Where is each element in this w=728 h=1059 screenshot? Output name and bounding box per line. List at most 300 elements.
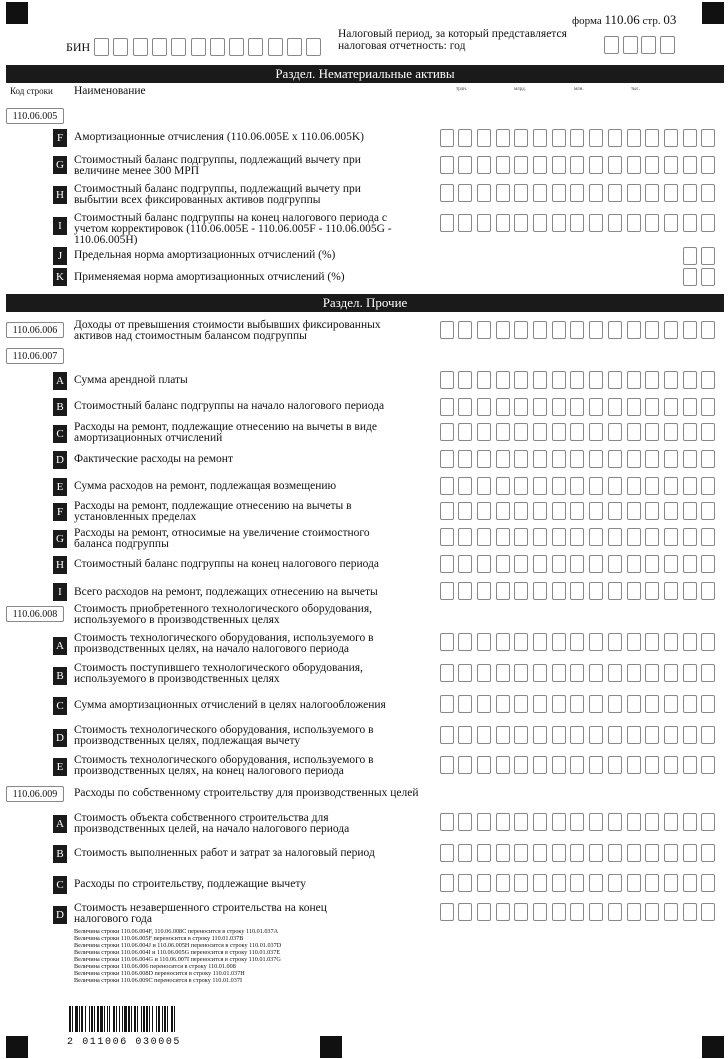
digit-cell[interactable] [664,371,678,389]
digit-cell[interactable] [306,38,321,56]
digit-cell[interactable] [496,726,510,744]
digit-cell[interactable] [440,844,454,862]
digit-cell[interactable] [623,36,638,54]
digit-cell[interactable] [570,555,584,573]
digit-cell[interactable] [552,528,566,546]
amount-field[interactable] [440,371,721,391]
digit-cell[interactable] [458,756,472,774]
digit-cell[interactable] [496,664,510,682]
digit-cell[interactable] [608,528,622,546]
digit-cell[interactable] [113,38,128,56]
digit-cell[interactable] [477,156,491,174]
digit-cell[interactable] [570,874,584,892]
digit-cell[interactable] [552,321,566,339]
digit-cell[interactable] [627,695,641,713]
digit-cell[interactable] [440,582,454,600]
digit-cell[interactable] [552,156,566,174]
digit-cell[interactable] [94,38,109,56]
digit-cell[interactable] [645,528,659,546]
digit-cell[interactable] [552,184,566,202]
digit-cell[interactable] [514,874,528,892]
digit-cell[interactable] [683,582,697,600]
digit-cell[interactable] [440,726,454,744]
digit-cell[interactable] [248,38,263,56]
digit-cell[interactable] [458,477,472,495]
digit-cell[interactable] [683,268,697,286]
digit-cell[interactable] [627,398,641,416]
digit-cell[interactable] [210,38,225,56]
digit-cell[interactable] [477,321,491,339]
amount-field[interactable] [440,321,721,341]
digit-cell[interactable] [514,756,528,774]
digit-cell[interactable] [570,813,584,831]
digit-cell[interactable] [701,129,715,147]
digit-cell[interactable] [664,502,678,520]
digit-cell[interactable] [496,450,510,468]
digit-cell[interactable] [664,726,678,744]
amount-field[interactable] [440,874,721,894]
digit-cell[interactable] [589,129,603,147]
digit-cell[interactable] [683,423,697,441]
digit-cell[interactable] [514,844,528,862]
digit-cell[interactable] [683,555,697,573]
digit-cell[interactable] [477,695,491,713]
digit-cell[interactable] [477,756,491,774]
digit-cell[interactable] [683,664,697,682]
digit-cell[interactable] [627,184,641,202]
digit-cell[interactable] [440,695,454,713]
digit-cell[interactable] [477,214,491,232]
digit-cell[interactable] [627,726,641,744]
digit-cell[interactable] [683,874,697,892]
digit-cell[interactable] [627,903,641,921]
amount-field[interactable] [440,398,721,418]
digit-cell[interactable] [514,184,528,202]
digit-cell[interactable] [608,184,622,202]
digit-cell[interactable] [589,756,603,774]
digit-cell[interactable] [701,156,715,174]
digit-cell[interactable] [496,156,510,174]
digit-cell[interactable] [287,38,302,56]
digit-cell[interactable] [645,582,659,600]
digit-cell[interactable] [570,184,584,202]
digit-cell[interactable] [514,398,528,416]
digit-cell[interactable] [458,184,472,202]
digit-cell[interactable] [458,502,472,520]
digit-cell[interactable] [701,844,715,862]
digit-cell[interactable] [608,214,622,232]
digit-cell[interactable] [552,214,566,232]
digit-cell[interactable] [458,633,472,651]
digit-cell[interactable] [608,664,622,682]
digit-cell[interactable] [645,477,659,495]
digit-cell[interactable] [440,321,454,339]
digit-cell[interactable] [533,813,547,831]
digit-cell[interactable] [589,214,603,232]
digit-cell[interactable] [627,844,641,862]
digit-cell[interactable] [477,371,491,389]
digit-cell[interactable] [570,371,584,389]
digit-cell[interactable] [664,874,678,892]
digit-cell[interactable] [627,813,641,831]
digit-cell[interactable] [570,726,584,744]
digit-cell[interactable] [683,156,697,174]
digit-cell[interactable] [627,156,641,174]
digit-cell[interactable] [514,528,528,546]
amount-field[interactable] [440,756,721,776]
digit-cell[interactable] [683,695,697,713]
digit-cell[interactable] [627,129,641,147]
digit-cell[interactable] [589,156,603,174]
digit-cell[interactable] [701,398,715,416]
amount-field[interactable] [440,903,721,923]
digit-cell[interactable] [440,874,454,892]
digit-cell[interactable] [552,695,566,713]
amount-field[interactable] [440,129,721,149]
digit-cell[interactable] [570,756,584,774]
digit-cell[interactable] [701,813,715,831]
digit-cell[interactable] [533,129,547,147]
digit-cell[interactable] [496,129,510,147]
digit-cell[interactable] [608,756,622,774]
digit-cell[interactable] [458,156,472,174]
digit-cell[interactable] [477,555,491,573]
digit-cell[interactable] [664,756,678,774]
digit-cell[interactable] [496,371,510,389]
digit-cell[interactable] [458,903,472,921]
digit-cell[interactable] [477,423,491,441]
digit-cell[interactable] [514,695,528,713]
digit-cell[interactable] [570,398,584,416]
digit-cell[interactable] [440,813,454,831]
digit-cell[interactable] [552,398,566,416]
digit-cell[interactable] [496,184,510,202]
digit-cell[interactable] [608,582,622,600]
digit-cell[interactable] [440,502,454,520]
digit-cell[interactable] [570,423,584,441]
digit-cell[interactable] [701,903,715,921]
digit-cell[interactable] [645,321,659,339]
digit-cell[interactable] [701,423,715,441]
digit-cell[interactable] [458,423,472,441]
amount-field[interactable] [440,726,721,746]
digit-cell[interactable] [552,129,566,147]
digit-cell[interactable] [440,664,454,682]
digit-cell[interactable] [627,450,641,468]
digit-cell[interactable] [533,756,547,774]
amount-field[interactable] [440,664,721,684]
digit-cell[interactable] [608,555,622,573]
digit-cell[interactable] [645,184,659,202]
digit-cell[interactable] [664,664,678,682]
amount-field[interactable] [440,633,721,653]
digit-cell[interactable] [589,371,603,389]
digit-cell[interactable] [514,156,528,174]
digit-cell[interactable] [458,664,472,682]
digit-cell[interactable] [664,555,678,573]
digit-cell[interactable] [477,450,491,468]
digit-cell[interactable] [589,502,603,520]
digit-cell[interactable] [477,633,491,651]
digit-cell[interactable] [552,633,566,651]
digit-cell[interactable] [608,633,622,651]
digit-cell[interactable] [552,664,566,682]
digit-cell[interactable] [664,423,678,441]
digit-cell[interactable] [458,813,472,831]
digit-cell[interactable] [645,502,659,520]
digit-cell[interactable] [514,726,528,744]
digit-cell[interactable] [514,813,528,831]
digit-cell[interactable] [701,321,715,339]
digit-cell[interactable] [664,695,678,713]
digit-cell[interactable] [683,398,697,416]
digit-cell[interactable] [645,214,659,232]
digit-cell[interactable] [664,903,678,921]
digit-cell[interactable] [645,423,659,441]
digit-cell[interactable] [552,371,566,389]
amount-field[interactable] [440,423,721,443]
digit-cell[interactable] [533,874,547,892]
digit-cell[interactable] [133,38,148,56]
digit-cell[interactable] [664,184,678,202]
digit-cell[interactable] [589,528,603,546]
digit-cell[interactable] [458,695,472,713]
digit-cell[interactable] [458,321,472,339]
digit-cell[interactable] [645,555,659,573]
digit-cell[interactable] [458,129,472,147]
digit-cell[interactable] [589,874,603,892]
digit-cell[interactable] [496,633,510,651]
digit-cell[interactable] [496,695,510,713]
digit-cell[interactable] [570,214,584,232]
digit-cell[interactable] [683,633,697,651]
digit-cell[interactable] [570,321,584,339]
digit-cell[interactable] [477,129,491,147]
amount-field[interactable] [440,214,721,234]
digit-cell[interactable] [701,528,715,546]
digit-cell[interactable] [458,398,472,416]
digit-cell[interactable] [570,528,584,546]
digit-cell[interactable] [627,321,641,339]
digit-cell[interactable] [458,371,472,389]
digit-cell[interactable] [514,664,528,682]
digit-cell[interactable] [701,214,715,232]
digit-cell[interactable] [627,477,641,495]
digit-cell[interactable] [664,321,678,339]
digit-cell[interactable] [589,844,603,862]
digit-cell[interactable] [496,214,510,232]
digit-cell[interactable] [589,695,603,713]
digit-cell[interactable] [645,813,659,831]
digit-cell[interactable] [496,874,510,892]
digit-cell[interactable] [589,423,603,441]
digit-cell[interactable] [533,423,547,441]
digit-cell[interactable] [477,844,491,862]
digit-cell[interactable] [608,129,622,147]
digit-cell[interactable] [477,582,491,600]
digit-cell[interactable] [608,903,622,921]
digit-cell[interactable] [664,633,678,651]
digit-cell[interactable] [440,903,454,921]
digit-cell[interactable] [533,903,547,921]
digit-cell[interactable] [608,477,622,495]
amount-field[interactable] [440,502,721,522]
digit-cell[interactable] [608,321,622,339]
digit-cell[interactable] [570,664,584,682]
digit-cell[interactable] [514,450,528,468]
digit-cell[interactable] [570,129,584,147]
digit-cell[interactable] [552,844,566,862]
amount-field[interactable] [440,813,721,833]
digit-cell[interactable] [664,582,678,600]
digit-cell[interactable] [533,156,547,174]
digit-cell[interactable] [458,214,472,232]
digit-cell[interactable] [627,502,641,520]
digit-cell[interactable] [589,633,603,651]
digit-cell[interactable] [458,528,472,546]
digit-cell[interactable] [683,903,697,921]
digit-cell[interactable] [514,214,528,232]
digit-cell[interactable] [608,874,622,892]
digit-cell[interactable] [589,726,603,744]
digit-cell[interactable] [683,844,697,862]
digit-cell[interactable] [683,184,697,202]
digit-cell[interactable] [701,582,715,600]
digit-cell[interactable] [191,38,206,56]
digit-cell[interactable] [514,321,528,339]
digit-cell[interactable] [645,756,659,774]
digit-cell[interactable] [496,582,510,600]
digit-cell[interactable] [627,582,641,600]
digit-cell[interactable] [645,695,659,713]
digit-cell[interactable] [608,695,622,713]
digit-cell[interactable] [458,844,472,862]
digit-cell[interactable] [533,695,547,713]
digit-cell[interactable] [440,423,454,441]
digit-cell[interactable] [477,813,491,831]
digit-cell[interactable] [496,813,510,831]
digit-cell[interactable] [627,633,641,651]
digit-cell[interactable] [458,726,472,744]
digit-cell[interactable] [514,633,528,651]
digit-cell[interactable] [589,477,603,495]
digit-cell[interactable] [552,903,566,921]
digit-cell[interactable] [440,555,454,573]
digit-cell[interactable] [440,477,454,495]
digit-cell[interactable] [701,184,715,202]
digit-cell[interactable] [664,844,678,862]
digit-cell[interactable] [645,398,659,416]
digit-cell[interactable] [683,477,697,495]
digit-cell[interactable] [683,371,697,389]
digit-cell[interactable] [701,555,715,573]
digit-cell[interactable] [570,450,584,468]
digit-cell[interactable] [701,633,715,651]
digit-cell[interactable] [514,129,528,147]
digit-cell[interactable] [552,477,566,495]
digit-cell[interactable] [570,844,584,862]
digit-cell[interactable] [589,664,603,682]
digit-cell[interactable] [683,450,697,468]
digit-cell[interactable] [608,844,622,862]
digit-cell[interactable] [589,321,603,339]
digit-cell[interactable] [701,247,715,265]
digit-cell[interactable] [152,38,167,56]
digit-cell[interactable] [496,528,510,546]
digit-cell[interactable] [589,398,603,416]
digit-cell[interactable] [645,633,659,651]
digit-cell[interactable] [552,502,566,520]
digit-cell[interactable] [701,502,715,520]
digit-cell[interactable] [589,582,603,600]
digit-cell[interactable] [570,477,584,495]
digit-cell[interactable] [589,903,603,921]
digit-cell[interactable] [608,726,622,744]
digit-cell[interactable] [496,903,510,921]
digit-cell[interactable] [533,502,547,520]
digit-cell[interactable] [268,38,283,56]
digit-cell[interactable] [477,502,491,520]
digit-cell[interactable] [664,813,678,831]
digit-cell[interactable] [496,844,510,862]
digit-cell[interactable] [570,633,584,651]
digit-cell[interactable] [641,36,656,54]
digit-cell[interactable] [533,214,547,232]
digit-cell[interactable] [477,184,491,202]
amount-field[interactable] [440,184,721,204]
digit-cell[interactable] [570,156,584,174]
digit-cell[interactable] [683,726,697,744]
amount-field[interactable] [440,555,721,575]
digit-cell[interactable] [701,756,715,774]
digit-cell[interactable] [664,129,678,147]
digit-cell[interactable] [701,450,715,468]
digit-cell[interactable] [533,582,547,600]
digit-cell[interactable] [496,756,510,774]
digit-cell[interactable] [477,398,491,416]
amount-field[interactable] [440,844,721,864]
digit-cell[interactable] [589,813,603,831]
digit-cell[interactable] [496,477,510,495]
digit-cell[interactable] [701,874,715,892]
digit-cell[interactable] [645,156,659,174]
digit-cell[interactable] [458,874,472,892]
digit-cell[interactable] [683,756,697,774]
digit-cell[interactable] [533,844,547,862]
digit-cell[interactable] [514,582,528,600]
digit-cell[interactable] [552,756,566,774]
digit-cell[interactable] [608,813,622,831]
digit-cell[interactable] [683,247,697,265]
digit-cell[interactable] [533,726,547,744]
digit-cell[interactable] [608,398,622,416]
digit-cell[interactable] [683,214,697,232]
digit-cell[interactable] [604,36,619,54]
digit-cell[interactable] [627,371,641,389]
digit-cell[interactable] [645,371,659,389]
digit-cell[interactable] [552,423,566,441]
digit-cell[interactable] [570,502,584,520]
amount-field[interactable] [440,477,721,497]
digit-cell[interactable] [552,813,566,831]
digit-cell[interactable] [458,450,472,468]
digit-cell[interactable] [496,423,510,441]
digit-cell[interactable] [570,582,584,600]
digit-cell[interactable] [627,664,641,682]
digit-cell[interactable] [496,502,510,520]
digit-cell[interactable] [664,477,678,495]
digit-cell[interactable] [496,321,510,339]
